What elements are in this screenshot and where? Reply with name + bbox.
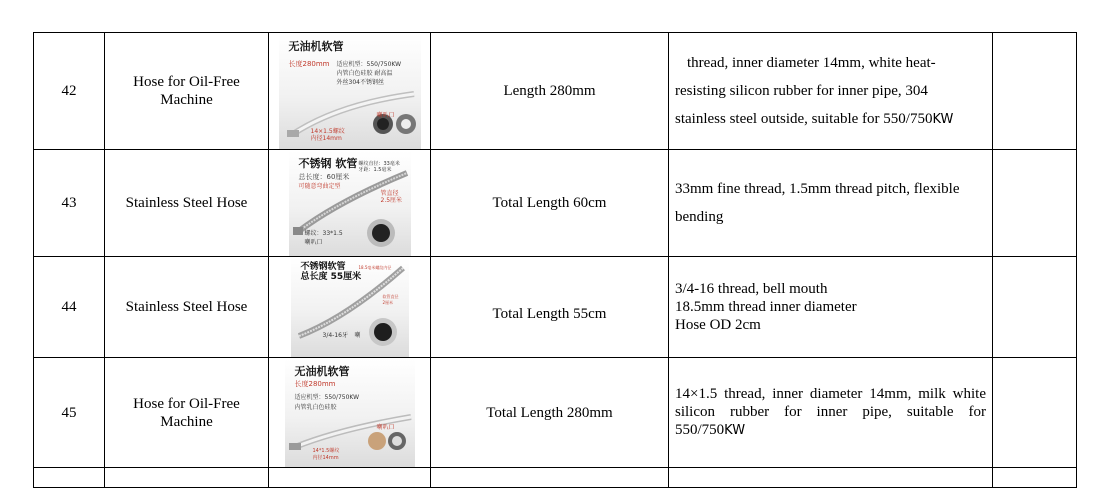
table-row — [34, 468, 1077, 488]
empty-cell — [993, 358, 1077, 468]
product-image: 无油机软管 长度280mm 适应机型：550/750KW 内管白色硅胶 耐高温 外丝304不锈钢丝 喇叭口 14×1.5螺纹 内径14mm — [279, 34, 421, 149]
table-row — [34, 150, 1077, 257]
product-length: Total Length 60cm — [431, 150, 669, 257]
product-image-cell — [269, 358, 431, 468]
image-spec: 总长度 55厘米 — [300, 271, 362, 282]
product-length: Total Length 55cm — [431, 257, 669, 358]
image-spec: 总长度：60厘米 — [298, 172, 350, 181]
product-name: Hose for Oil-Free Machine — [105, 358, 269, 468]
image-spec: 长度280mm — [294, 379, 336, 388]
product-image-cell — [269, 150, 431, 257]
image-title: 无油机软管 — [288, 39, 344, 53]
product-name: Hose for Oil-Free Machine — [105, 33, 269, 150]
product-description: thread, inner diameter 14mm, white heat- resisting silicon rubber for inner pipe, 304 stainless steel outside, suitable for 550/750KW — [669, 33, 993, 150]
empty-cell — [993, 257, 1077, 358]
image-spec: 长度280mm — [288, 59, 330, 68]
product-length: Total Length 280mm — [431, 358, 669, 468]
unit-kw: KW — [724, 423, 746, 438]
row-number: 42 — [34, 33, 105, 150]
image-title: 无油机软管 — [294, 364, 350, 378]
empty-cell — [993, 33, 1077, 150]
product-image-cell — [269, 33, 431, 150]
product-image: 不锈钢软管 总长度 55厘米 18.5毫米螺纹内径 软管直径 2厘米 3/4-16牙 喇 — [291, 258, 409, 357]
product-image-cell — [269, 257, 431, 358]
image-title: 不锈钢 软管 — [298, 156, 358, 170]
table-row — [34, 257, 1077, 358]
table-row — [34, 33, 1077, 150]
row-number: 43 — [34, 150, 105, 257]
product-description: 14×1.5 thread, inner diameter 14mm, milk white silicon rubber for inner pipe, suitable for 550/750KW — [669, 358, 993, 468]
table-row — [34, 358, 1077, 468]
product-name: Stainless Steel Hose — [105, 150, 269, 257]
unit-kw: KW — [932, 111, 954, 127]
product-image: 无油机软管 长度280mm 适应机型：550/750KW 内管乳白色硅胶 喇叭口 14*1.5螺纹 内径14mm — [285, 359, 415, 467]
product-name: Stainless Steel Hose — [105, 257, 269, 358]
product-length: Length 280mm — [431, 33, 669, 150]
product-table — [33, 32, 1077, 488]
image-title: 不锈钢软管 — [300, 261, 346, 272]
empty-cell — [993, 150, 1077, 257]
row-number: 45 — [34, 358, 105, 468]
product-image: 不锈钢 软管 总长度：60厘米 螺纹直径：33毫米 牙距：1.5毫米 可随意弯曲定型 管直径 2.5厘米 螺纹：33*1.5 喇叭口 — [289, 151, 411, 256]
product-description: 3/4-16 thread, bell mouth 18.5mm thread inner diameter Hose OD 2cm — [669, 257, 993, 358]
product-description: 33mm fine thread, 1.5mm thread pitch, flexible bending — [669, 150, 993, 257]
row-number: 44 — [34, 257, 105, 358]
